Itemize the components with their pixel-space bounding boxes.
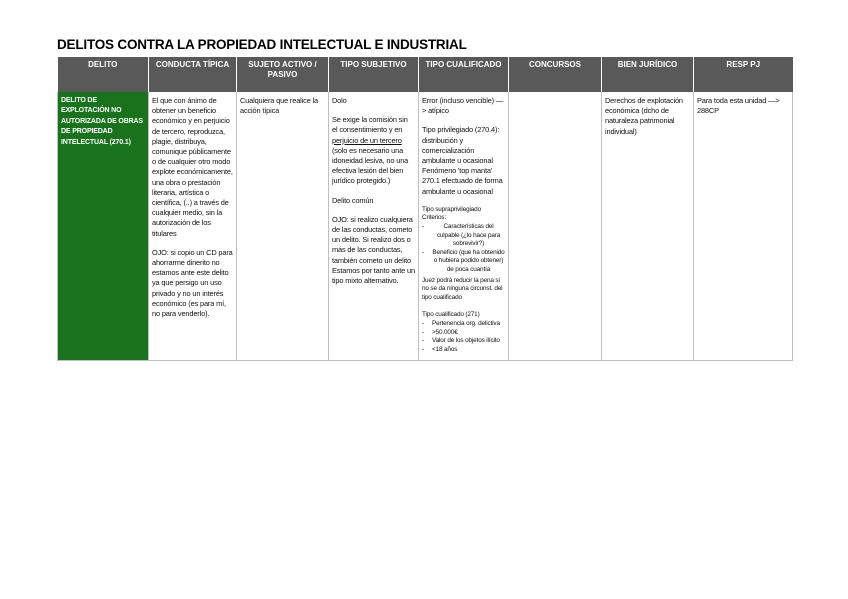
document-title: DELITOS CONTRA LA PROPIEDAD INTELECTUAL E INDUSTRIAL (57, 37, 467, 52)
table-row (58, 92, 793, 361)
subjetivo-paragraph-4: OJO: si realizo cualquiera de las conductas, cometo un delito. Si realizo dos o más de las conductas, también cometo un delito Estamos por tanto ante un tipo mixto alternativo. (332, 214, 415, 286)
cell-conducta (149, 92, 237, 361)
bien-text: Derechos de explotación económica (dcho de naturaleza patrimonial individual) (605, 96, 683, 136)
list-item: - Beneficio (que ha obtenido o hubiera podido obtener) de poca cuantía (422, 249, 505, 275)
cell-delito (58, 92, 149, 361)
cell-bien (602, 92, 694, 361)
subjetivo-paragraph-2 (332, 115, 415, 186)
list-item: - Valor de los objetos ilícito (422, 337, 505, 346)
subjetivo-paragraph-1: Dolo (332, 96, 347, 105)
list-item: - <18 años (422, 346, 505, 355)
list-item: - Características del culpable (¿lo hace para sobrevivir?) (422, 223, 505, 249)
cualificado-error: Error (incluso vencible) —> atípico (422, 96, 504, 116)
crimes-table (57, 57, 793, 361)
header-bien: BIEN JURÍDICO (602, 57, 694, 92)
header-conducta: CONDUCTA TÍPICA (149, 57, 237, 92)
cualificado-privilegiado: Tipo privilegiado (270.4): distribución y comercialización ambulante u ocasional (422, 125, 500, 166)
cell-cualificado (419, 92, 509, 361)
cualificado-271-title: Tipo cualificado (271) (422, 311, 480, 319)
cell-subjetivo (329, 92, 419, 361)
subjetivo-paragraph-3: Delito común (332, 195, 374, 205)
header-delito: DELITO (58, 57, 149, 92)
supraprivilegiado-block (422, 206, 505, 303)
cualificado-ambulante: 270.1 efectuado de forma ambulante u ocasional (422, 176, 503, 196)
conducta-paragraph-2: OJO: si copio un CD para ahorrarme dinerito no estamos ante este delito ya que persigo un uso privado y no un interés económico (es para mí, no para venderlo). (152, 247, 233, 319)
header-resp-pj: RESP PJ (694, 57, 793, 92)
header-cualificado: TIPO CUALIFICADO (419, 57, 509, 92)
sujeto-text: Cualquiera que realice la acción típica (240, 96, 319, 116)
table-header-row (58, 57, 793, 92)
criterios-list (422, 223, 505, 275)
subjetivo-text-after: (solo es necesario una idoneidad lesiva, no una efectiva lesión del bien jurídico protegido.) (332, 145, 409, 186)
juez-note: Juez podrá reducir la pena si no se da ninguna circunst. del tipo cualificado (422, 276, 503, 301)
cell-sujeto (237, 92, 329, 361)
cualificado-271-block (422, 311, 505, 354)
list-item: - >50.000€ (422, 329, 505, 338)
subjetivo-text-before: Se exige la comisión sin el consentimiento y en (332, 115, 408, 135)
header-concursos: CONCURSOS (509, 57, 602, 92)
cualificado-271-list (422, 320, 505, 354)
resp-pj-text: Para toda esta unidad —> 288CP (697, 96, 780, 116)
conducta-paragraph-1: El que con ánimo de obtener un beneficio económico y en perjuicio de tercero, reproduzca, plagie, distribuya, comunique públicamente o de cualquier otro modo explote económicamente, una obra o prestación literaria, artística o científica, (..) a través de cualquier medio, sin la autorización de los titulares (152, 96, 233, 238)
subjetivo-underlined-text: perjuicio de un tercero (332, 135, 402, 145)
cell-concursos (509, 92, 602, 361)
header-sujeto: SUJETO ACTIVO / PASIVO (237, 57, 329, 92)
header-subjetivo: TIPO SUBJETIVO (329, 57, 419, 92)
delito-text: DELITO DE EXPLOTACIÓN NO AUTORIZADA DE OBRAS DE PROPIEDAD INTELECTUAL (270.1) (61, 97, 143, 146)
supraprivilegiado-title: Tipo supraprivilegiado (422, 205, 481, 213)
cell-resp-pj (694, 92, 793, 361)
cualificado-top-manta: Fenómeno 'top manta' (422, 166, 493, 176)
list-item: - Pertenencia org. delictiva (422, 320, 505, 329)
criterios-label: Criterios: (422, 214, 447, 222)
